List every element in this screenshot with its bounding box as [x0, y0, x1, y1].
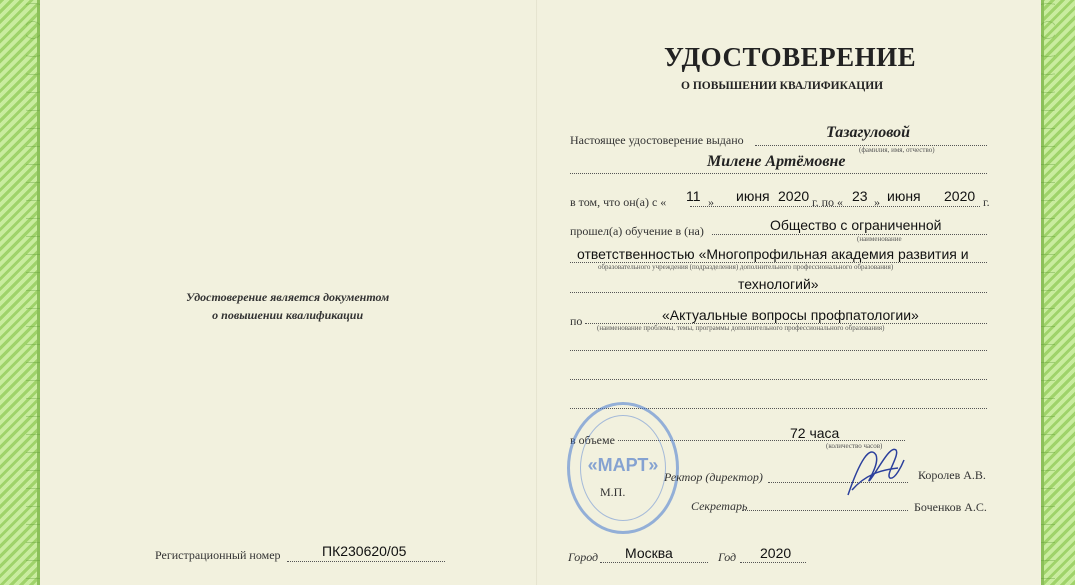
- org-hint1: (наименование: [857, 235, 902, 243]
- org-line1-underline: [712, 234, 987, 235]
- blank-line-2: [570, 379, 987, 380]
- secretary-name: Боченков А.С.: [914, 500, 987, 514]
- issued-label: Настоящее удостоверение выдано: [570, 133, 744, 147]
- to-year-suffix: г.: [983, 195, 990, 209]
- to-label: г. по «: [812, 195, 843, 209]
- dates-line: [690, 206, 980, 207]
- training-label: прошел(а) обучение в (на): [570, 224, 704, 238]
- secretary-line: [742, 510, 908, 511]
- org-hint2: образовательного учреждения (подразделения) дополнительного профессионального образования): [598, 263, 894, 271]
- from-year: 2020: [778, 188, 810, 204]
- name-hint: (фамилия, имя, отчество): [859, 146, 935, 154]
- left-note-line2: о повышении квалификации: [212, 308, 364, 322]
- right-ornament-border: [1041, 0, 1075, 585]
- city-label: Город: [568, 550, 599, 564]
- from-month: июня: [736, 188, 770, 204]
- to-quote-close: »: [874, 195, 880, 209]
- to-month: июня: [887, 188, 921, 204]
- left-ornament-border: [0, 0, 40, 585]
- left-note: [186, 288, 389, 324]
- org-line3: технологий»: [738, 276, 819, 292]
- mp-label: М.П.: [600, 485, 626, 499]
- organization-stamp: [567, 402, 679, 534]
- rector-label: Ректор (директор): [664, 470, 763, 484]
- document-title: УДОСТОВЕРЕНИЕ: [664, 42, 917, 72]
- reg-label: Регистрационный номер: [155, 548, 281, 562]
- stamp-text: «МАРТ»: [587, 455, 659, 475]
- city-line: [600, 562, 708, 563]
- program-hint: (наименование проблемы, темы, программы дополнительного профессионального образования): [597, 324, 885, 332]
- volume-hint: (количество часов): [826, 442, 883, 450]
- document-subtitle: О ПОВЫШЕНИИ КВАЛИФИКАЦИИ: [681, 80, 884, 92]
- year-label: Год: [718, 550, 737, 564]
- name-line: [570, 173, 987, 174]
- reg-line: [287, 561, 445, 562]
- year-value: 2020: [760, 545, 792, 561]
- org-line2: ответственностью «Многопрофильная академия развития и: [577, 246, 969, 262]
- reg-number: ПК230620/05: [322, 543, 407, 559]
- program-value: «Актуальные вопросы профпатологии»: [662, 307, 919, 323]
- surname: Тазагуловой: [826, 124, 911, 141]
- volume-label: в объеме: [570, 433, 615, 447]
- to-year: 2020: [944, 188, 976, 204]
- program-label: по: [570, 314, 583, 328]
- page-fold: [536, 0, 538, 585]
- dates-prefix: в том, что он(а) с «: [570, 195, 667, 209]
- from-day: 11: [686, 188, 701, 204]
- org-line1: Общество с ограниченной: [770, 217, 942, 233]
- from-quote-close: »: [708, 195, 714, 209]
- to-day: 23: [852, 188, 868, 204]
- given-name: Милене Артёмовне: [707, 153, 846, 170]
- secretary-label: Секретарь: [691, 499, 748, 513]
- city-value: Москва: [625, 545, 673, 561]
- volume-value: 72 часа: [790, 425, 840, 441]
- rector-signature: [840, 440, 910, 510]
- year-line: [740, 562, 806, 563]
- left-note-line1: Удостоверение является документом: [186, 290, 390, 304]
- rector-name: Королев А.В.: [918, 468, 986, 482]
- blank-line-1: [570, 350, 987, 351]
- org-line3-underline: [570, 292, 987, 293]
